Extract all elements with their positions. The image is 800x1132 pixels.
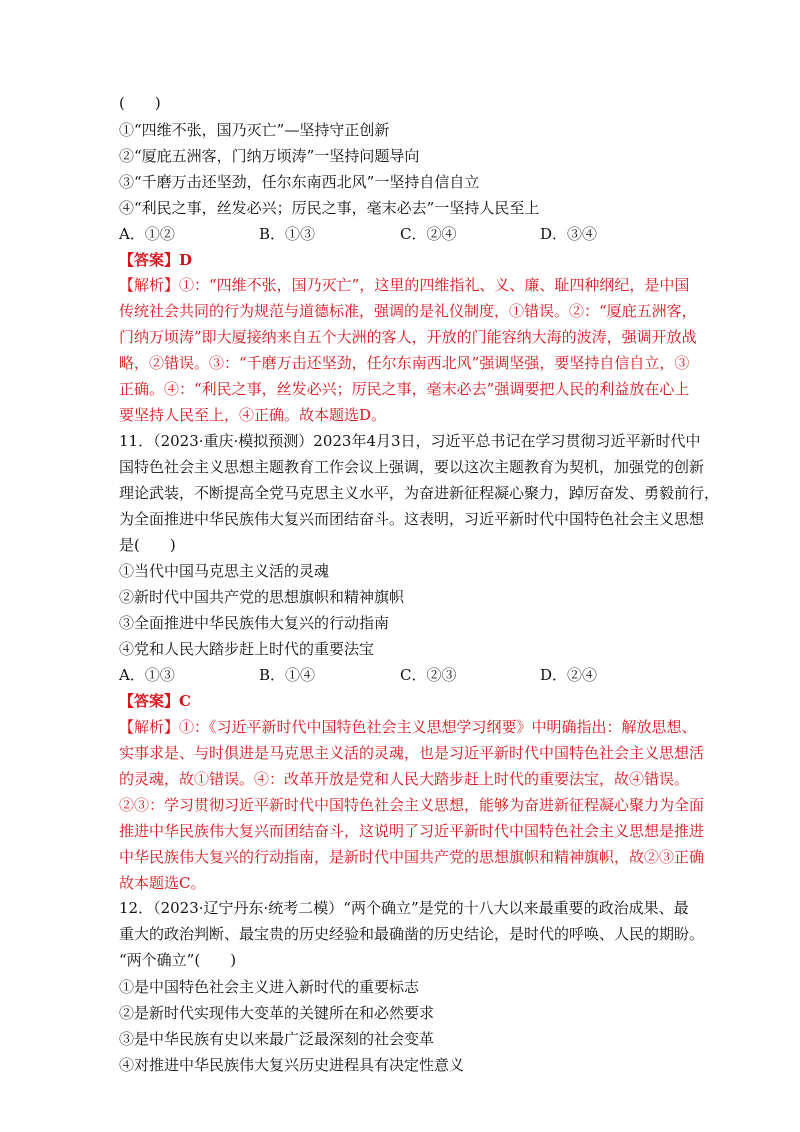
q10-option-d: D．③④ [540,225,598,243]
q12-stem-line: “两个确立”( ) [119,951,237,969]
q11-stem-line: 国特色社会主义思想主题教育工作会议上强调，要以这次主题教育为契机，加强党的创新 [119,458,705,476]
q11-stem-line: 11．（2023·重庆·模拟预测）2023年4月3日，习近平总书记在学习贯彻习近平新时代中 [119,432,701,450]
q10-item-4: ④“利民之事，丝发必兴；厉民之事，毫末必去”一坚持人民至上 [119,199,540,217]
q11-option-a: A．①③ [119,666,175,684]
q11-analysis-line: 实事求是、与时俱进是马克思主义活的灵魂，也是习近平新时代中国特色社会主义思想活 [119,744,705,762]
q10-stem-tail: ( ) [119,94,161,112]
q11-analysis-line: 【解析】①：《习近平新时代中国特色社会主义思想学习纲要》中明确指出：解放思想、 [119,718,697,736]
q12-stem-line: 12．（2023·辽宁丹东·统考二模）“两个确立”是党的十八大以来最重要的政治成果、最 [119,899,689,917]
q10-item-3: ③“千磨万击还坚劲，任尔东南西北风”一坚持自信自立 [119,173,480,191]
q12-item-1: ①是中国特色社会主义进入新时代的重要标志 [119,978,420,996]
q11-option-c: C．②③ [400,666,457,684]
q11-stem-line: 是( ) [119,536,176,554]
q11-stem-line: 理论武装，不断提高全党马克思主义水平，为奋进新征程凝心聚力，踔厉奋发、勇毅前行， [119,484,720,502]
q11-option-b: B．①④ [259,666,316,684]
q11-analysis-line: 的灵魂，故①错误。④：改革开放是党和人民大踏步赶上时代的重要法宝，故④错误。 [119,770,690,788]
q10-analysis-line: 略，②错误。③：“千磨万击还坚劲，任尔东南西北风”强调坚强，要坚持自信自立，③ [119,354,690,372]
q10-option-a: A．①② [119,225,175,243]
q10-analysis-line: 正确。④：“利民之事，丝发必兴；厉民之事，毫末必去”强调要把人民的利益放在心上 [119,380,690,398]
q10-item-2: ②“厦庇五洲客，门纳万顷涛”一坚持问题导向 [119,147,420,165]
q11-analysis-line: 推进中华民族伟大复兴而团结奋斗，这说明了习近平新时代中国特色社会主义思想是推进 [119,822,705,840]
q11-item-2: ②新时代中国共产党的思想旗帜和精神旗帜 [119,588,405,606]
q10-analysis-line: 传统社会共同的行为规范与道德标准，强调的是礼仪制度，①错误。②：“厦庇五洲客， [119,302,697,320]
q11-item-1: ①当代中国马克思主义活的灵魂 [119,562,330,580]
q11-option-d: D．②④ [540,666,598,684]
q10-analysis-line: 门纳万顷涛”即大厦接纳来自五个大洲的客人，开放的门能容纳大海的波涛，强调开放战 [119,328,697,346]
q11-item-3: ③全面推进中华民族伟大复兴的行动指南 [119,614,390,632]
q10-option-c: C．②④ [400,225,457,243]
q12-stem-line: 重大的政治判断、最宝贵的历史经验和最确凿的历史结论，是时代的呼唤、人民的期盼。 [119,925,705,943]
q12-item-4: ④对推进中华民族伟大复兴历史进程具有决定性意义 [119,1056,465,1074]
q10-options [119,223,679,245]
q11-answer: 【答案】C [119,692,191,710]
q10-option-b: B．①③ [259,225,316,243]
q12-item-3: ③是中华民族有史以来最广泛最深刻的社会变革 [119,1030,435,1048]
q12-item-2: ②是新时代实现伟大变革的关键所在和必然要求 [119,1004,435,1022]
q10-analysis-line: 【解析】①：“四维不张，国乃灭亡”，这里的四维指礼、义、廉、耻四种纲纪，是中国 [119,276,690,294]
q11-options [119,664,679,686]
q11-stem-line: 为全面推进中华民族伟大复兴而团结奋斗。这表明，习近平新时代中国特色社会主义思想 [119,510,705,528]
q11-item-4: ④党和人民大踏步赶上时代的重要法宝 [119,640,375,658]
q10-item-1: ①“四维不张，国乃灭亡”—坚持守正创新 [119,121,390,139]
q11-analysis-line: 故本题选C。 [119,874,206,892]
q11-analysis-line: ②③：学习贯彻习近平新时代中国特色社会主义思想，能够为奋进新征程凝心聚力为全面 [119,796,705,814]
q11-analysis-line: 中华民族伟大复兴的行动指南，是新时代中国共产党的思想旗帜和精神旗帜，故②③正确 [119,848,705,866]
q10-analysis-line: 要坚持人民至上，④正确。故本题选D。 [119,406,387,424]
q10-answer: 【答案】D [119,251,193,269]
